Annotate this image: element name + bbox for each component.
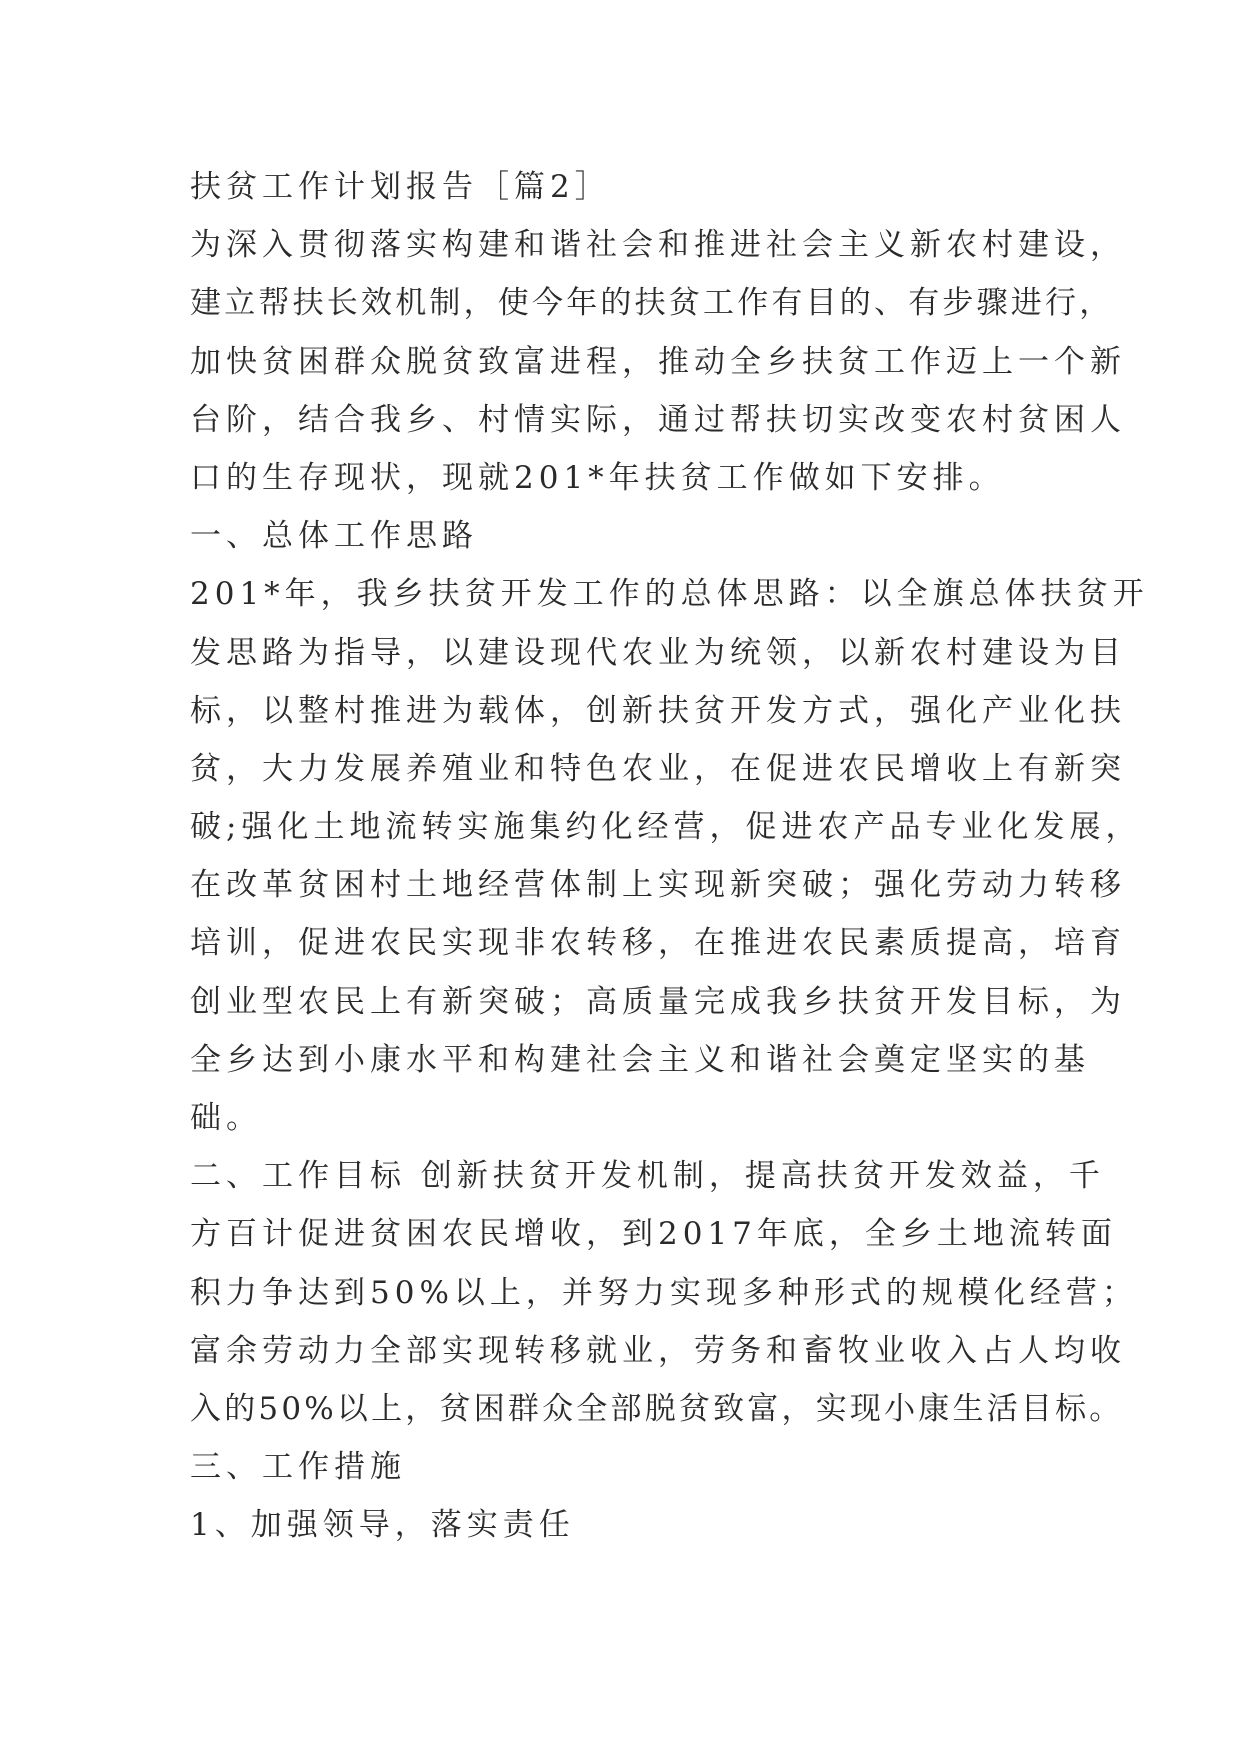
- paragraph-line: 培训，促进农民实现非农转移，在推进农民素质提高，培育: [190, 925, 1126, 962]
- paragraph-line: 建立帮扶长效机制，使今年的扶贫工作有目的、有步骤进行，: [190, 285, 1114, 322]
- section-heading: 二、工作目标 创新扶贫开发机制，提高扶贫开发效益，千: [190, 1158, 1105, 1195]
- paragraph-line: 入的50%以上，贫困群众全部脱贫致富，实现小康生活目标。: [190, 1390, 1124, 1427]
- document-title: 扶贫工作计划报告［篇2］: [190, 169, 611, 205]
- document-body: [190, 158, 1149, 1555]
- paragraph-line: 贫，大力发展养殖业和特色农业，在促进农民增收上有新突: [190, 750, 1126, 787]
- paragraph-line: 础。: [190, 1100, 262, 1136]
- section-heading: 一、总体工作思路: [190, 518, 478, 555]
- paragraph-line: 为深入贯彻落实构建和谐社会和推进社会主义新农村建设，: [190, 227, 1126, 264]
- section-heading: 三、工作措施: [190, 1449, 406, 1486]
- paragraph-line: 富余劳动力全部实现转移就业，劳务和畜牧业收入占人均收: [190, 1332, 1126, 1369]
- paragraph-line: 加快贫困群众脱贫致富进程，推动全乡扶贫工作迈上一个新: [190, 343, 1126, 380]
- paragraph-line: 201*年，我乡扶贫开发工作的总体思路：以全旗总体扶贫开: [190, 576, 1149, 613]
- paragraph-line: 全乡达到小康水平和构建社会主义和谐社会奠定坚实的基: [190, 1041, 1090, 1078]
- paragraph-line: 破;强化土地流转实施集约化经营，促进农产品专业化发展，: [190, 809, 1142, 846]
- paragraph-line: 积力争达到50%以上，并努力实现多种形式的规模化经营；: [190, 1274, 1138, 1311]
- subsection-heading: 1、加强领导，落实责任: [190, 1507, 575, 1544]
- paragraph-line: 发思路为指导，以建设现代农业为统领，以新农村建设为目: [190, 634, 1126, 671]
- paragraph-line: 在改革贫困村土地经营体制上实现新突破；强化劳动力转移: [190, 867, 1126, 904]
- paragraph-line: 台阶，结合我乡、村情实际，通过帮扶切实改变农村贫困人: [190, 401, 1126, 438]
- paragraph-line: 方百计促进贫困农民增收，到2017年底，全乡土地流转面: [190, 1216, 1117, 1253]
- paragraph-line: 创业型农民上有新突破；高质量完成我乡扶贫开发目标，为: [190, 983, 1126, 1020]
- paragraph-line: 标，以整村推进为载体，创新扶贫开发方式，强化产业化扶: [190, 692, 1126, 729]
- paragraph-line: 口的生存现状，现就201*年扶贫工作做如下安排。: [190, 459, 1005, 496]
